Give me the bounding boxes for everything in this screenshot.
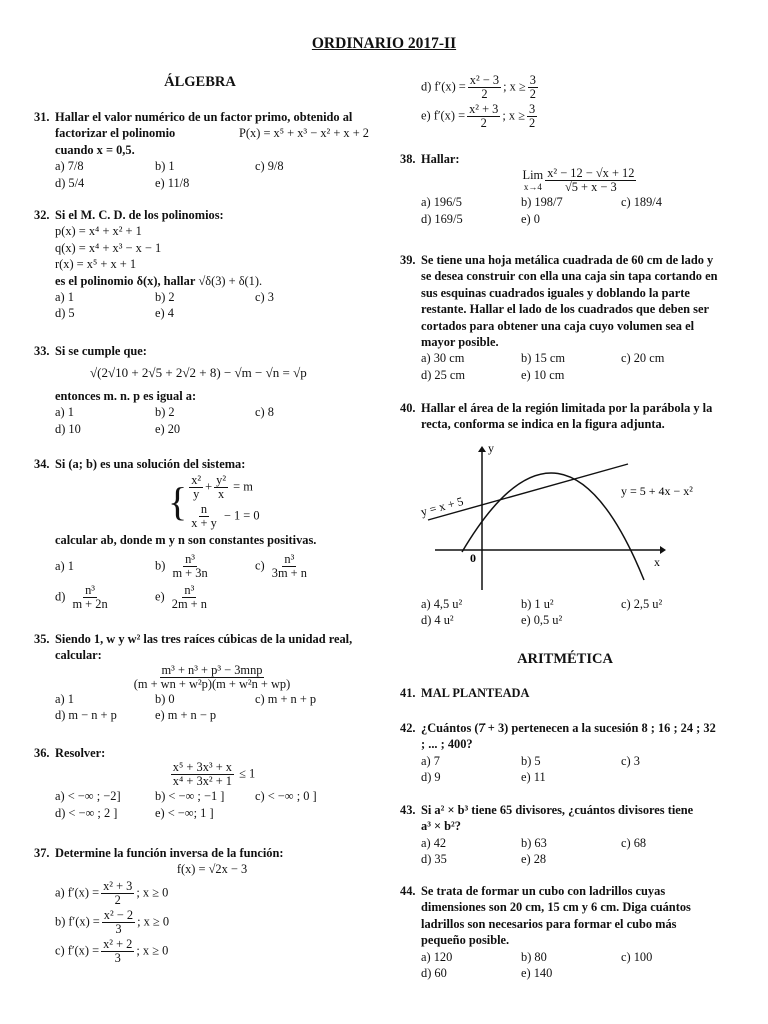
question-number: 36. [34,746,50,760]
option-a[interactable]: a) 1 [55,290,74,305]
question-text: restante. Hallar el lado de los cuadrados que deben ser [421,302,709,317]
question-text: Si se cumple que: [55,344,147,358]
option-e[interactable]: e) 4 [155,306,174,321]
numerator: m³ + n³ + p³ − 3mnp [161,662,263,677]
option-c[interactable]: c) 189/4 [621,195,662,210]
option-a[interactable]: a) 30 cm [421,351,465,366]
question-text: Siendo 1, w y w² las tres raíces cúbicas de la unidad real, [55,632,353,646]
option-e[interactable]: e) 0 [521,211,540,226]
option-b[interactable]: b) 80 [521,949,547,964]
option-d[interactable]: d) 4 u² [421,613,454,628]
option-e[interactable]: e) 11 [521,770,546,785]
question-number: 37. [34,846,50,860]
question-text: sus esquinas cuadrados iguales y doblando la parte [421,285,690,300]
option-b[interactable]: b) < −∞ ; −1 ] [155,789,225,804]
question-text: ¿Cuántos (7̇ + 3) pertenecen a la sucesión 8 ; 16 ; 24 ; 32 [421,721,716,735]
option-d[interactable]: d) 169/5 [421,211,463,226]
question-text: Se tiene una hoja metálica cuadrada de 60 cm de lado y [421,253,714,267]
question-number: 44. [400,884,416,898]
option-e[interactable]: e) 20 [155,421,181,436]
option-c[interactable]: c) 9/8 [255,159,284,174]
expression: √δ(3) + δ(1). [198,273,263,288]
option-a[interactable]: a) 42 [421,835,447,850]
question-text: dimensiones son 20 cm, 15 cm y 6 cm. Diga cuántos [421,900,691,915]
question-text: Si a² × b³ tiene 65 divisores, ¿cuántos divisores tiene [421,803,694,817]
question-text: Si el M. C. D. de los polinomios: [55,208,224,222]
question-number: 31. [34,110,50,124]
parabola [462,473,644,580]
option-a[interactable]: a) 7/8 [55,159,84,174]
option-b[interactable]: b) 15 cm [521,351,566,366]
question-text: Se trata de formar un cubo con ladrillos cuyas [421,884,666,898]
question-44 [400,883,735,981]
question-number: 43. [400,803,416,817]
option-a[interactable]: a) 120 [421,949,453,964]
question-text: pequeño posible. [421,933,510,948]
option-b[interactable]: b) $\frac{\text{n³}}{m + 3n}$ [155,551,208,580]
question-text: Resolver: [55,746,106,760]
option-c[interactable]: c) 20 cm [621,351,665,366]
question-34 [34,456,369,611]
parabola-line-figure [419,440,693,596]
origin-label: 0 [470,551,476,565]
option-d[interactable]: d) f′(x) = $\frac{\text{x² − 3}}{2}$ ; x ≥ $\frac{3}{2}$ [421,73,536,101]
option-b[interactable]: b) 0 [155,691,175,706]
option-e[interactable]: e) f′(x) = $\frac{\text{x² + 3}}{2}$ ; x ≥ $\frac{3}{2}$ [421,102,536,130]
x-axis-arrow [660,546,666,554]
question-text: Si (a; b) es una solución del sistema: [55,457,246,471]
equation: √(2√10 + 2√5 + 2√2 + 8) − √m − √n = √p [90,365,307,381]
y-axis-label: y [488,441,494,455]
question-40-options [400,596,740,629]
polynomial-r: r(x) = x⁵ + x + 1 [55,257,137,272]
option-d[interactable]: d) 9 [421,770,441,785]
question-42 [400,720,740,786]
y-axis-arrow [478,446,486,452]
option-a[interactable]: a) < −∞ ; −2] [55,789,121,804]
question-text: entonces m. n. p es igual a: [55,388,197,403]
question-33 [34,343,369,437]
option-a[interactable]: a) 1 [55,691,74,706]
denominator: x⁴ + 3x² + 1 [172,774,232,789]
question-40 [400,400,740,433]
brace: { [168,479,188,525]
option-c[interactable]: c) < −∞ ; 0 ] [255,789,317,804]
option-e[interactable]: e) m + n − p [155,708,217,723]
option-c[interactable]: c) 100 [621,949,653,964]
option-e[interactable]: e) 10 cm [521,367,565,382]
option-e[interactable]: e) < −∞; 1 ] [155,805,214,820]
question-number: 39. [400,253,416,267]
option-c[interactable]: c) 3 [621,753,640,768]
denominator: (m + wn + w²p)(m + w²n + wp) [133,676,291,691]
option-b[interactable]: b) 63 [521,835,547,850]
question-text: MAL PLANTEADA [421,686,530,700]
parabola-label: y = 5 + 4x − x² [621,484,693,498]
option-b[interactable]: b) 2 [155,290,175,305]
option-b[interactable]: b) 2 [155,405,175,420]
option-c[interactable]: c) m + n + p [255,691,317,706]
option-d[interactable]: d) 10 [55,421,81,436]
option-b[interactable]: b) 1 u² [521,597,554,611]
question-number: 32. [34,208,50,222]
line [428,464,628,520]
option-d[interactable]: d) m − n + p [55,708,117,723]
polynomial-p: p(x) = x⁴ + x² + 1 [55,224,142,239]
x-axis-label: x [654,555,660,569]
question-number: 35. [34,632,50,646]
question-31 [34,109,369,191]
question-text: calcular ab, donde m y n son constantes positivas. [55,533,317,548]
option-c[interactable]: c) 3 [255,290,274,305]
option-c[interactable]: c) f′(x) = $\frac{\text{x² + 2}}{3}$ ; x ≥ 0 [55,936,169,965]
question-number: 38. [400,152,416,166]
inequality: ≤ 1 [239,766,256,781]
system-of-equations: { $\frac{\text{x²}}{y}$ + $\frac{\text{y²}}{x}$ = m $\frac{n}{x + y}$ − 1 = 0 [168,473,260,531]
question-text: cortados para obtener una caja cuyo volumen sea el [421,318,695,333]
page-title: ORDINARIO 2017-II [311,35,457,52]
option-c[interactable]: c) 8 [255,405,274,420]
line-label: y = x + 5 [419,494,465,519]
question-text: a³ × b²? [421,819,461,834]
option-a[interactable]: a) 7 [421,753,440,768]
option-b[interactable]: b) 5 [521,753,541,768]
question-43 [400,802,740,868]
option-d[interactable]: d) 60 [421,966,447,981]
question-number: 42. [400,721,416,735]
polynomial: P(x) = x⁵ + x³ − x² + x + 2 [239,126,369,141]
option-e[interactable]: e) $\frac{\text{n³}}{2m + n}$ [155,582,207,611]
option-d[interactable]: d) 5 [55,306,75,321]
question-text: recta, conforma se indica en la figura adjunta. [421,417,665,432]
option-a[interactable]: a) f′(x) = $\frac{\text{x² + 3}}{2}$ ; x ≥ 0 [55,878,169,907]
option-b[interactable]: b) 198/7 [521,195,563,210]
option-d[interactable]: d) $\frac{\text{n³}}{m + 2n}$ [55,582,108,611]
option-c[interactable]: c) $\frac{\text{n³}}{3m + n}$ [255,551,307,580]
option-a[interactable]: a) 4,5 u² [421,597,463,611]
question-text: se desea construir con ella una caja sin tapa cortando en [421,269,718,284]
option-a[interactable]: a) 1 [55,559,74,574]
polynomial-q: q(x) = x⁴ + x³ − x − 1 [55,240,162,255]
question-32 [34,207,369,322]
question-37-continued [400,74,740,130]
question-text: Determine la función inversa de la función: [55,846,284,860]
option-a[interactable]: a) 196/5 [421,195,462,210]
option-e[interactable]: e) 28 [521,852,547,867]
question-number: 33. [34,344,50,358]
option-b[interactable]: b) f′(x) = $\frac{\text{x² − 2}}{3}$ ; x ≥ 0 [55,907,170,936]
option-e[interactable]: e) 11/8 [155,175,190,190]
question-text: mayor posible. [421,335,499,350]
question-text: ; ... ; 400? [421,737,473,752]
section-algebra: ÁLGEBRA [164,74,236,90]
question-41 [400,685,740,701]
question-text: Hallar el área de la región limitada por la parábola y la [421,401,713,415]
option-a[interactable]: a) 1 [55,405,74,420]
section-aritmetica: ARITMÉTICA [517,651,613,667]
question-37 [34,845,369,965]
question-text: es el polinomio δ(x), hallar [55,273,196,288]
question-text: ladrillos son necesarios para formar el cubo más [421,916,677,931]
option-d[interactable]: d) 25 cm [421,367,466,382]
question-text: Hallar el valor numérico de un factor primo, obtenido al [55,110,353,124]
question-38 [400,151,740,227]
option-d[interactable]: d) 35 [421,852,447,867]
numerator: x⁵ + 3x³ + x [172,760,232,775]
question-number: 41. [400,686,416,700]
function: f(x) = √2x − 3 [176,862,248,877]
question-36 [34,745,369,821]
option-c[interactable]: c) 68 [621,835,647,850]
question-text: factorizar el polinomio [55,126,176,141]
option-c[interactable]: c) 2,5 u² [621,597,663,611]
question-text: calcular: [55,648,102,663]
question-35 [34,631,369,724]
question-text: cuando x = 0,5. [55,142,135,157]
option-e[interactable]: e) 0,5 u² [521,613,563,628]
option-e[interactable]: e) 140 [521,966,553,981]
option-b[interactable]: b) 1 [155,159,175,174]
option-d[interactable]: d) 5/4 [55,175,85,190]
option-d[interactable]: d) < −∞ ; 2 ] [55,805,118,820]
question-text: Hallar: [421,152,460,166]
question-39 [400,252,735,383]
limit-expression: Lim x→4 $\frac{\text{x² − 12 − √x + 12}}{√5 + x - 3}$ [522,166,635,195]
question-number: 34. [34,457,50,471]
question-number: 40. [400,401,416,415]
